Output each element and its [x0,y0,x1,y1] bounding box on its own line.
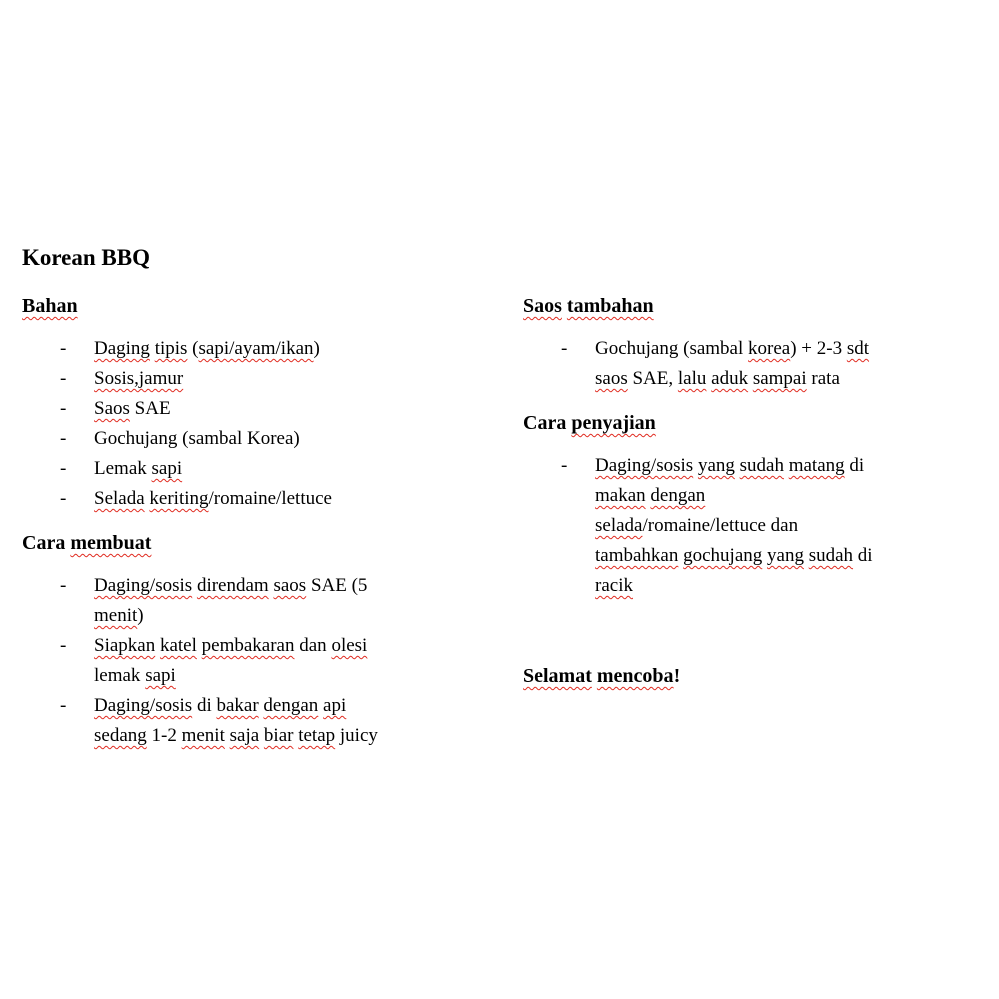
misspelled-word: bakar [216,695,259,716]
misspelled-word: korea [748,338,791,359]
text-run: ( [187,338,199,359]
misspelled-word: direndam [196,575,269,596]
text-run: 1-2 [146,725,182,746]
page-title: Korean BBQ [22,245,151,270]
misspelled-word: sapi [151,458,183,479]
text-run: ) + 2-3 [790,338,847,359]
misspelled-word: keriting [149,488,209,509]
list-item [561,451,969,601]
misspelled-word: lalu [677,368,707,389]
misspelled-word: Siapkan [94,635,156,656]
list-item [561,334,969,394]
text-run: Cara [22,532,71,554]
misspelled-word: sudah [808,545,854,566]
misspelled-word: yang [767,545,804,566]
misspelled-word: biar [263,725,294,746]
text-run: Cara [523,412,572,434]
section-heading [22,532,523,555]
misspelled-word: yang [697,455,735,476]
list-item [60,631,523,691]
text-run: lemak [94,665,146,686]
text-line [595,451,873,481]
text-line [94,454,182,484]
bullet-marker: - [561,455,568,476]
text-run: Gochujang (sambal Korea) [94,428,300,449]
recipe-section [22,295,523,514]
bullet-list [22,571,523,751]
section-heading [523,665,969,688]
misspelled-word: api [323,695,347,716]
misspelled-word: dengan [650,485,706,506]
text-run: ! [673,665,681,687]
list-item [60,691,523,751]
list-item [60,454,523,484]
misspelled-word: sampai [752,368,807,389]
misspelled-word: saos [595,368,628,389]
misspelled-word: aduk [711,368,749,389]
misspelled-word: sapi [145,665,176,686]
misspelled-word: pembakaran [201,635,295,656]
misspelled-word: dengan [263,695,319,716]
right-column [523,295,969,704]
text-line [94,424,300,454]
misspelled-word: Saos [523,295,562,317]
text-line [595,511,873,541]
list-item-text [595,451,873,601]
misspelled-word: tambahan [566,295,654,317]
misspelled-word: sudah [739,455,784,476]
misspelled-word: tetap [298,725,336,746]
list-item [60,334,523,364]
misspelled-word: katel [159,635,197,656]
bullet-list [523,451,969,601]
list-item [60,364,523,394]
text-line [94,691,378,721]
text-line [94,661,367,691]
misspelled-word: Saos [94,398,130,419]
misspelled-word: matang [788,455,845,476]
bullet-marker: - [561,338,568,359]
bullet-list [523,334,969,394]
misspelled-word: saos [273,575,307,596]
list-item-text [94,571,367,631]
text-run: Gochujang (sambal [595,338,749,359]
bullet-marker: - [60,488,67,509]
misspelled-word: gochujang [683,545,763,566]
misspelled-word: penyajian [571,412,656,434]
text-run: dan [294,635,332,656]
recipe-section [523,412,969,601]
misspelled-word: mencoba [596,665,674,687]
text-line [94,334,320,364]
text-line [595,541,873,571]
section-heading [22,295,523,318]
text-run: Lemak [94,458,152,479]
bullet-marker: - [60,635,67,656]
text-line [94,601,367,631]
text-line [94,721,378,751]
misspelled-word: sapi/ayam/ikan [198,338,314,359]
misspelled-word: Daging/sosis [94,695,193,716]
bullet-marker: - [60,338,67,359]
list-item-text [94,631,367,691]
recipe-section [523,665,969,688]
misspelled-word: makan [595,485,646,506]
misspelled-word: Selada [94,488,145,509]
text-run: di [853,545,873,566]
bullet-marker: - [60,398,67,419]
bullet-list [22,334,523,514]
list-item-text [94,394,171,424]
misspelled-word: Sosis,jamur [94,368,184,389]
misspelled-word: tambahkan [595,545,679,566]
text-run: SAE [129,398,171,419]
text-run: ) [313,338,320,359]
text-line [94,571,367,601]
text-run: SAE, [627,368,678,389]
text-run: rata [806,368,840,389]
text-run: /romaine/lettuce [208,488,332,509]
recipe-section [22,532,523,751]
text-line [94,631,367,661]
bullet-marker: - [60,428,67,449]
list-item-text [94,334,320,364]
misspelled-word: racik [595,575,633,596]
section-heading [523,412,969,435]
text-line [94,394,171,424]
recipe-section [523,295,969,394]
bullet-marker: - [60,575,67,596]
list-item-text [595,334,869,394]
misspelled-word: selada [595,515,643,536]
misspelled-word: menit [94,605,138,626]
text-run: ) [137,605,144,626]
misspelled-word: Daging/sosis [94,575,193,596]
text-line [595,481,873,511]
text-run: SAE (5 [306,575,368,596]
misspelled-word: sdt [846,338,870,359]
misspelled-word: Daging/sosis [595,455,694,476]
list-item [60,424,523,454]
two-column-layout [22,295,969,751]
text-run: di [844,455,865,476]
misspelled-word: membuat [70,532,152,554]
section-heading [523,295,969,318]
text-line [94,364,183,394]
list-item-text [94,691,378,751]
text-run: /romaine/lettuce dan [642,515,799,536]
text-run: juicy [335,725,378,746]
left-column [22,295,523,751]
bullet-marker: - [60,368,67,389]
text-line [595,364,869,394]
bullet-marker: - [60,458,67,479]
list-item [60,394,523,424]
text-line [595,334,869,364]
misspelled-word: Bahan [22,295,78,317]
text-line [595,571,873,601]
list-item-text [94,484,332,514]
misspelled-word: menit [181,725,225,746]
misspelled-word: Selamat [523,665,592,687]
misspelled-word: tipis [154,338,188,359]
bullet-marker: - [60,695,67,716]
text-line [94,484,332,514]
misspelled-word: sedang [94,725,147,746]
list-item-text [94,424,300,454]
list-item [60,571,523,631]
list-item-text [94,364,183,394]
misspelled-word: saja [229,725,260,746]
list-item-text [94,454,182,484]
misspelled-word: olesi [331,635,368,656]
misspelled-word: Daging [94,338,150,359]
text-run: di [192,695,217,716]
list-item [60,484,523,514]
